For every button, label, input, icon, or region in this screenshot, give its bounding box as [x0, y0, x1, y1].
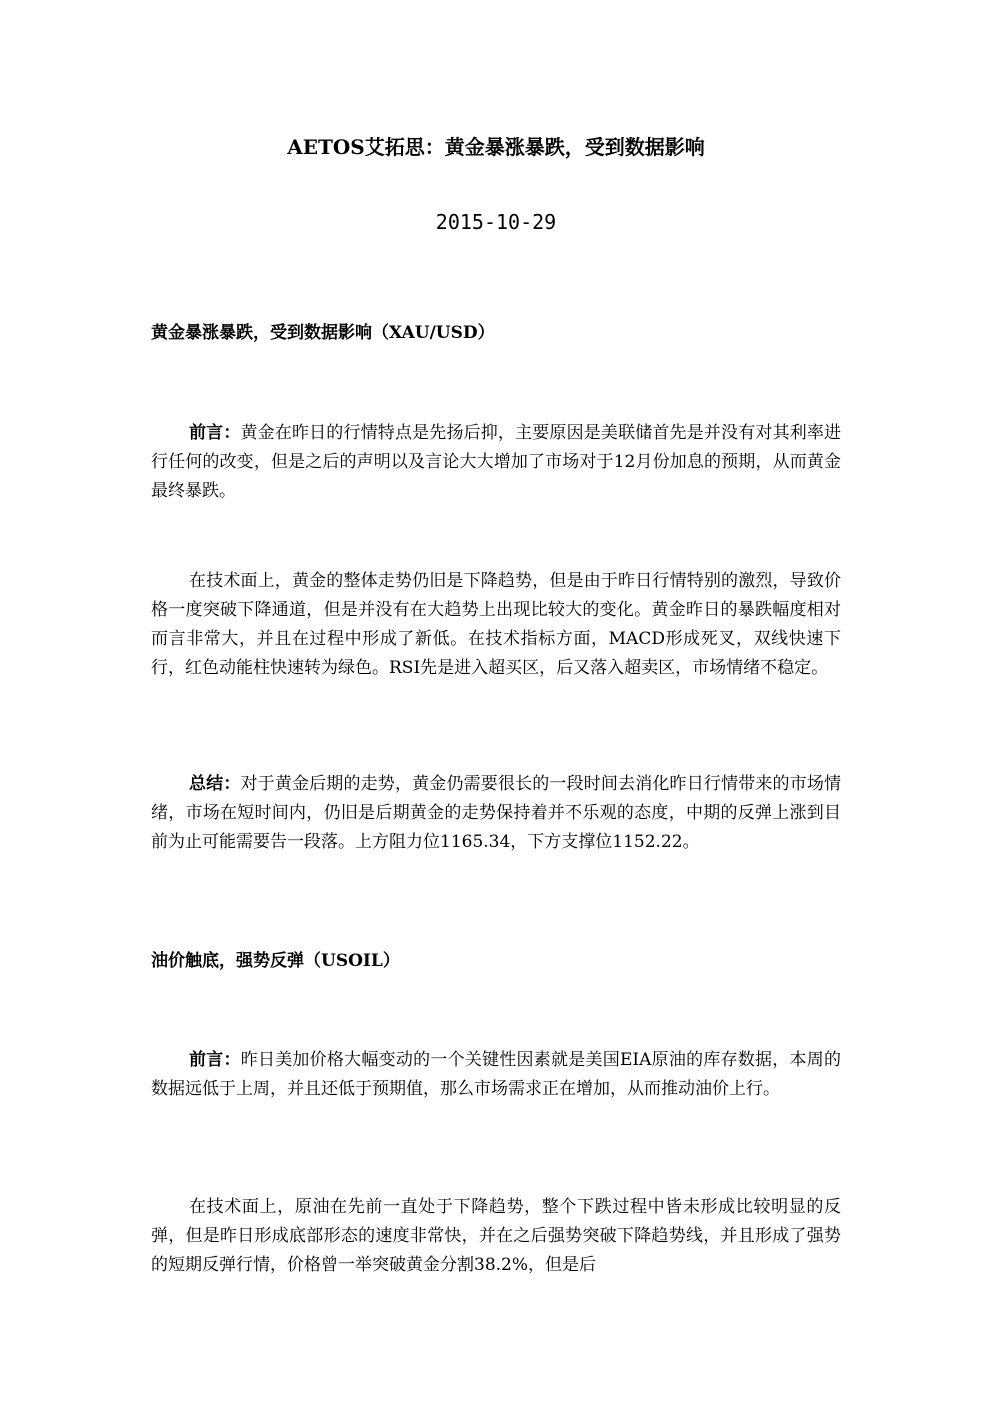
oil-technical-paragraph: 在技术面上，原油在先前一直处于下降趋势，整个下跌过程中皆未形成比较明显的反弹，但是昨日形成底部形态的速度非常快，并在之后强势突破下降趋势线，并且形成了强势的短期反弹行情，价格曾一举突破黄金分割38.2%，但是后: [151, 1197, 841, 1275]
oil-intro-paragraph: [151, 1046, 841, 1104]
oil-intro-label: 前言：: [189, 1050, 241, 1070]
document-date: 2015-10-29: [435, 210, 557, 234]
section-heading-gold: 黄金暴涨暴跌，受到数据影响（XAU/USD）: [151, 323, 495, 343]
gold-summary-label: 总结：: [189, 774, 241, 794]
oil-intro-text: 昨日美加价格大幅变动的一个关键性因素就是美国EIA原油的库存数据，本周的数据远低于上周，并且还低于预期值，那么市场需求正在增加，从而推动油价上行。: [151, 1050, 841, 1099]
gold-summary-text: 对于黄金后期的走势，黄金仍需要很长的一段时间去消化昨日行情带来的市场情绪，市场在短时间内，仍旧是后期黄金的走势保持着并不乐观的态度，中期的反弹上涨到目前为止可能需要告一段落。上方阻力位1165.34，下方支撑位1152.22。: [151, 774, 842, 852]
section-heading-oil: 油价触底，强势反弹（USOIL）: [151, 951, 400, 971]
document-title: AETOS艾拓思：黄金暴涨暴跌，受到数据影响: [287, 135, 705, 159]
gold-summary-paragraph: [151, 770, 841, 857]
gold-intro-text: 黄金在昨日的行情特点是先扬后抑，主要原因是美联储首先是并没有对其利率进行任何的改变，但是之后的声明以及言论大大增加了市场对于12月份加息的预期，从而黄金最终暴跌。: [151, 423, 842, 501]
gold-intro-paragraph: [151, 419, 841, 506]
gold-technical-paragraph: 在技术面上，黄金的整体走势仍旧是下降趋势，但是由于昨日行情特别的激烈，导致价格一度突破下降通道，但是并没有在大趋势上出现比较大的变化。黄金昨日的暴跌幅度相对而言非常大，并且在过程中形成了新低。在技术指标方面，MACD形成死叉，双线快速下行，红色动能柱快速转为绿色。RSI先是进入超买区，后又落入超卖区，市场情绪不稳定。: [151, 571, 841, 678]
gold-intro-label: 前言：: [189, 423, 241, 443]
